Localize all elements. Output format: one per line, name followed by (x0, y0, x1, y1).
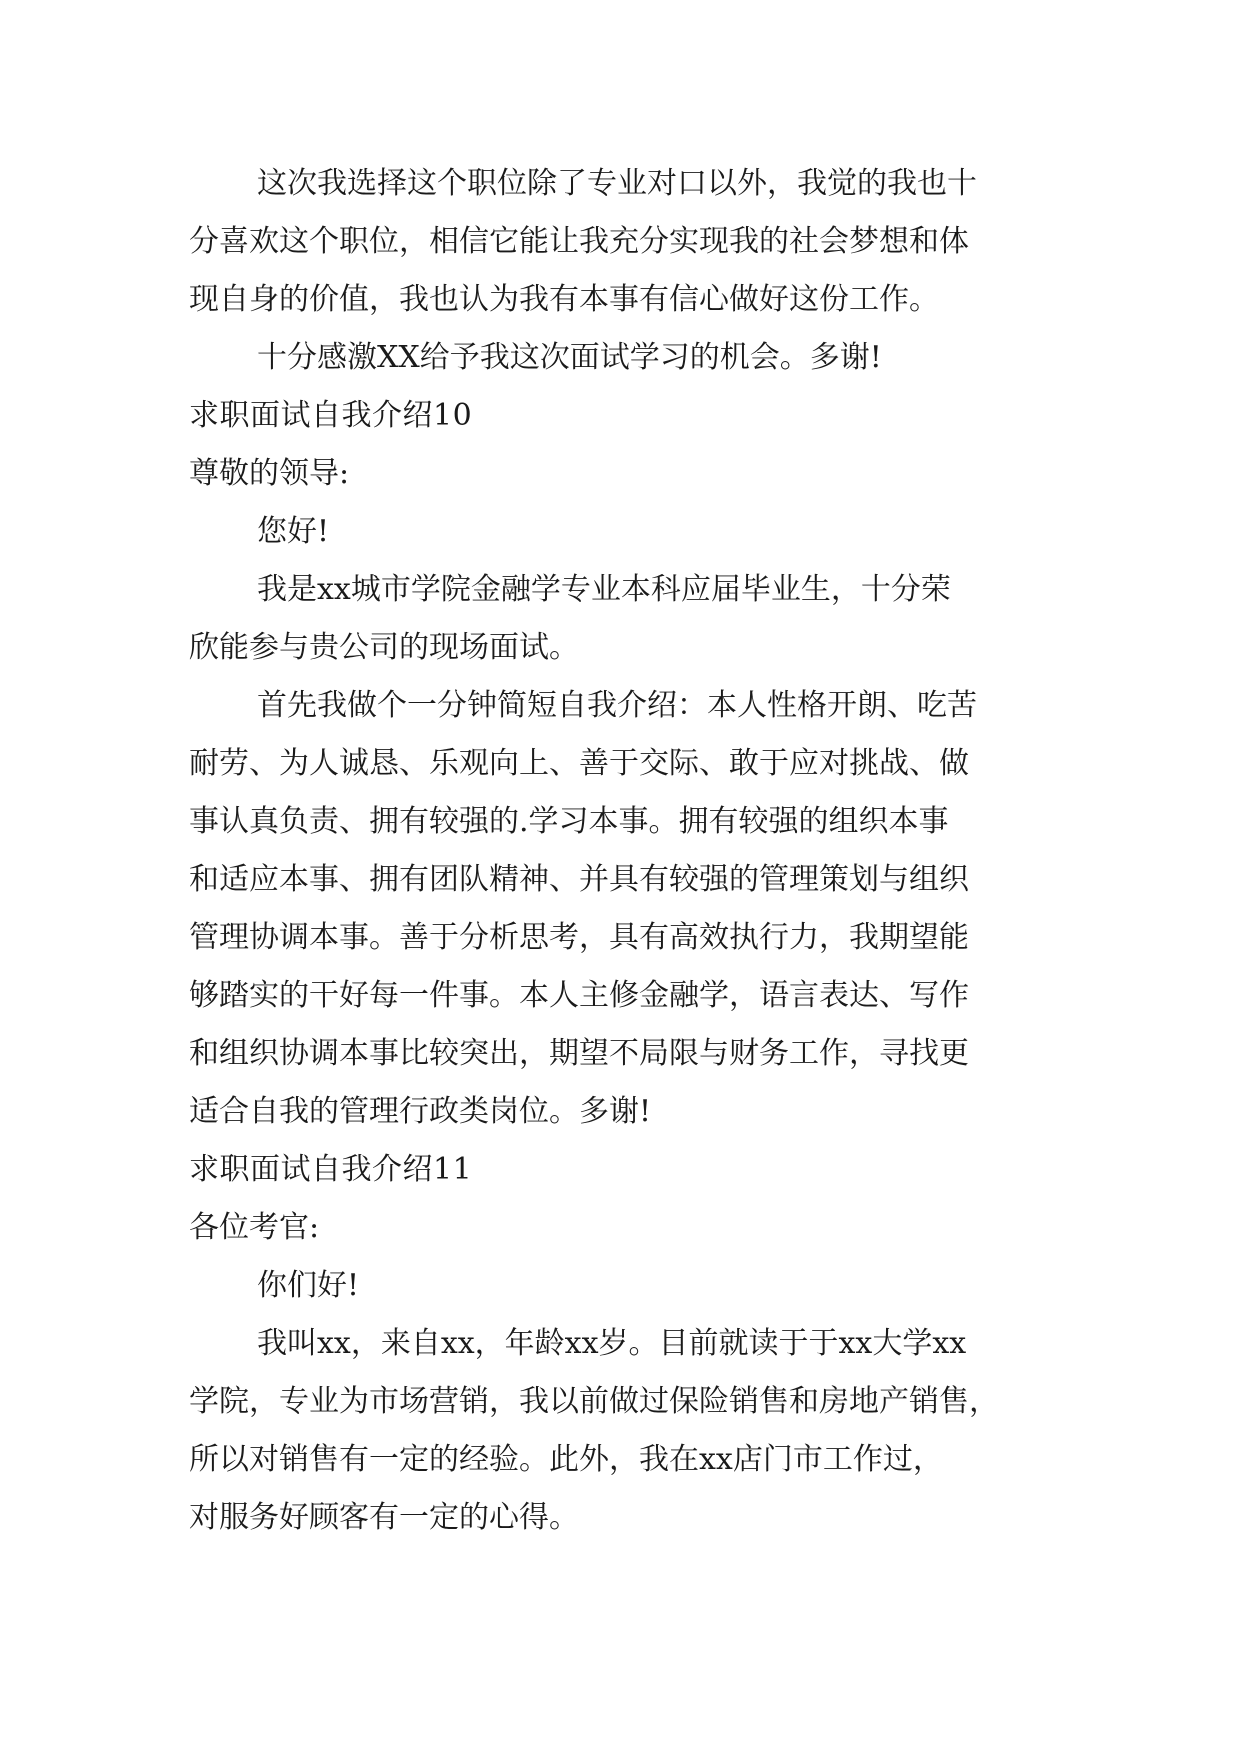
text-line: 你们好! (257, 1268, 360, 1303)
text-line: 现自身的价值，我也认为我有本事有信心做好这份工作。 (189, 282, 939, 317)
text-line: 适合自我的管理行政类岗位。多谢! (189, 1094, 652, 1129)
text-line: 学院，专业为市场营销，我以前做过保险销售和房地产销售， (189, 1384, 999, 1419)
text-line: 这次我选择这个职位除了专业对口以外，我觉的我也十 (257, 166, 977, 201)
text-line: 对服务好顾客有一定的心得。 (189, 1500, 579, 1535)
text-line: 耐劳、为人诚恳、乐观向上、善于交际、敢于应对挑战、做 (189, 746, 969, 781)
text-line: 我叫xx，来自xx，年龄xx岁。目前就读于于xx大学xx (257, 1326, 967, 1361)
text-line: 十分感激XX给予我这次面试学习的机会。多谢! (257, 340, 882, 375)
text-line: 事认真负责、拥有较强的.学习本事。拥有较强的组织本事 (189, 804, 949, 839)
text-line: 管理协调本事。善于分析思考，具有高效执行力，我期望能 (189, 920, 969, 955)
text-line: 分喜欢这个职位，相信它能让我充分实现我的社会梦想和体 (189, 224, 969, 259)
text-line: 和组织协调本事比较突出，期望不局限与财务工作，寻找更 (189, 1036, 969, 1071)
text-line: 欣能参与贵公司的现场面试。 (189, 630, 579, 665)
text-line: 和适应本事、拥有团队精神、并具有较强的管理策划与组织 (189, 862, 969, 897)
section-heading: 求职面试自我介绍10 (189, 398, 473, 433)
salutation-line: 各位考官: (189, 1210, 320, 1245)
text-line: 所以对销售有一定的经验。此外，我在xx店门市工作过， (189, 1442, 943, 1477)
document-body (189, 155, 1051, 1547)
section-heading: 求职面试自我介绍11 (189, 1152, 473, 1187)
text-line: 首先我做个一分钟简短自我介绍：本人性格开朗、吃苦 (257, 688, 977, 723)
text-line: 够踏实的干好每一件事。本人主修金融学，语言表达、写作 (189, 978, 969, 1013)
text-line: 您好! (257, 514, 330, 549)
salutation-line: 尊敬的领导: (189, 456, 350, 491)
text-line: 我是xx城市学院金融学专业本科应届毕业生，十分荣 (257, 572, 951, 607)
